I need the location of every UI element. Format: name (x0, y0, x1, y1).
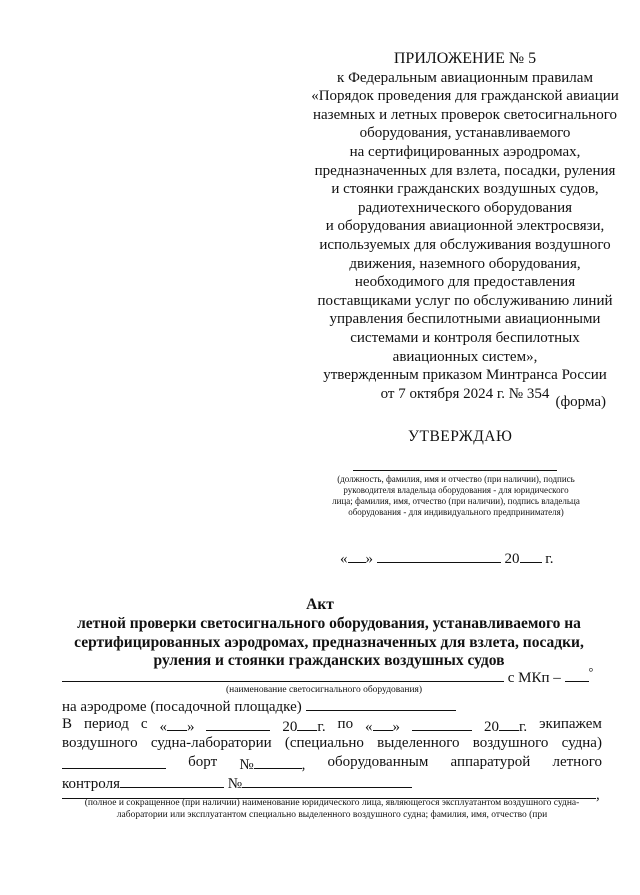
end-day-field[interactable] (373, 716, 393, 731)
end-month-field[interactable] (412, 716, 472, 731)
board-word: , (301, 757, 306, 773)
start-day-field[interactable] (167, 716, 187, 731)
appendix-line: радиотехнического оборудования (357, 199, 573, 216)
period-line (62, 716, 602, 736)
appendix-line: к Федеральным авиационным правилам (337, 69, 593, 86)
appendix-header (300, 50, 630, 403)
aircraft-word: судна) (561, 735, 602, 751)
board-number-field[interactable] (254, 754, 302, 769)
period-word: экипажем (539, 716, 602, 732)
operator-caption: (полное и сокращенное (при наличии) наименование юридического лица, являющегося эксплуатантом воздушного судна-лаборатории или эксплуатантом специально выделенного воздушного судна; фамилия, имя, отчество (при (84, 798, 580, 820)
act-subtitle-line: руления и стоянки гражданских воздушных судов (153, 652, 505, 669)
equipment-line (62, 667, 602, 687)
appendix-line: авиационных систем», (392, 348, 538, 365)
form-label: (форма) (555, 394, 606, 410)
aerodrome-label: на аэродроме (посадочной площадке) (62, 699, 302, 715)
date-close-quote: » (365, 551, 373, 567)
appendix-line: управления беспилотными авиационными (329, 311, 601, 328)
act-subtitle-line: летной проверки светосигнального оборудования, устанавливаемого на (77, 615, 581, 632)
start-year-field[interactable] (297, 716, 317, 731)
aircraft-word: (специально (284, 735, 364, 751)
appendix-line: наземных и летных проверок светосигнального (313, 106, 617, 123)
appendix-title: ПРИЛОЖЕНИЕ № 5 (393, 50, 537, 67)
board-word: аппаратурой (450, 754, 531, 770)
board-word: летного (552, 754, 602, 770)
period-word: В (62, 716, 73, 732)
act-subtitle (64, 615, 594, 671)
period-word: период (83, 716, 129, 732)
period-word: г. (518, 719, 528, 735)
period-word: « (159, 719, 167, 735)
month-field[interactable] (377, 548, 501, 563)
period-word: по (337, 716, 354, 732)
appendix-line: на сертифицированных аэродромах, (349, 143, 581, 160)
appendix-line: используемых для обслуживания воздушного (319, 236, 611, 253)
period-word: 20 (483, 719, 499, 735)
start-month-field[interactable] (206, 716, 270, 731)
end-year-field[interactable] (499, 716, 519, 731)
act-subtitle-line: сертифицированных аэродромах, предназначенных для взлета, посадки, (74, 633, 584, 651)
appendix-line: и стоянки гражданских воздушных судов, (331, 181, 599, 198)
appendix-line: «Порядок проведения для гражданской авиации (311, 88, 619, 105)
day-field[interactable] (348, 548, 366, 563)
aircraft-type-field[interactable] (62, 754, 166, 769)
aircraft-type-line (62, 735, 602, 752)
period-word: г. (317, 719, 326, 735)
act-title: Акт (306, 596, 334, 613)
approval-date (340, 548, 553, 568)
aircraft-word: судна-лаборатории (150, 735, 272, 751)
degree-sign: ° (588, 665, 594, 679)
aircraft-word: воздушного (472, 735, 549, 751)
appendix-line: утвержденным приказом Минтранса России (323, 367, 607, 384)
board-word: оборудованным (327, 754, 429, 770)
control-number-sign: № (227, 776, 243, 792)
year-suffix: г. (545, 551, 554, 567)
period-word: » (186, 719, 195, 735)
board-word: борт (188, 754, 218, 770)
appendix-line: оборудования, устанавливаемого (359, 125, 571, 142)
signature-caption: (должность, фамилия, имя и отчество (при наличии), подпись руководителя владельца оборудования - для юридического лица; фамилия, имя, отчество (при наличии), подпись владельца оборудования - для индивидуального предпринимателя) (332, 474, 580, 517)
period-word: с (140, 716, 148, 732)
mkp-value-field[interactable] (565, 667, 589, 682)
control-label: контроля (62, 776, 120, 792)
period-word: 20 (282, 719, 298, 735)
equipment-caption: (наименование светосигнального оборудования) (226, 685, 423, 695)
appendix-line: от 7 октября 2024 г. № 354 (380, 385, 550, 402)
year-prefix: 20 (504, 551, 520, 567)
appendix-line: системами и контроля беспилотных (350, 329, 580, 346)
operator-name-field[interactable] (62, 784, 596, 799)
aircraft-word: воздушного (62, 735, 138, 751)
aircraft-word: выделенного (377, 735, 460, 751)
board-word: № (239, 757, 254, 773)
appendix-line: движения, наземного оборудования, (349, 255, 581, 272)
year-field[interactable] (520, 548, 542, 563)
operator-comma: , (596, 787, 600, 803)
mkp-label: с МКп – (507, 670, 561, 686)
approval-heading: УТВЕРЖДАЮ (408, 428, 513, 445)
date-open-quote: « (340, 551, 348, 567)
aerodrome-line (62, 696, 602, 716)
appendix-line: предназначенных для взлета, посадки, руления (314, 162, 616, 179)
period-word: « (365, 719, 373, 735)
signature-line[interactable] (353, 470, 557, 471)
appendix-line: и оборудования авиационной электросвязи, (325, 218, 605, 235)
appendix-line: необходимого для предоставления (354, 274, 576, 291)
aerodrome-field[interactable] (306, 696, 456, 711)
appendix-line: поставщиками услуг по обслуживанию линий (317, 292, 613, 309)
equipment-name-field[interactable] (62, 667, 504, 682)
board-line (62, 754, 602, 774)
period-word: » (392, 719, 401, 735)
